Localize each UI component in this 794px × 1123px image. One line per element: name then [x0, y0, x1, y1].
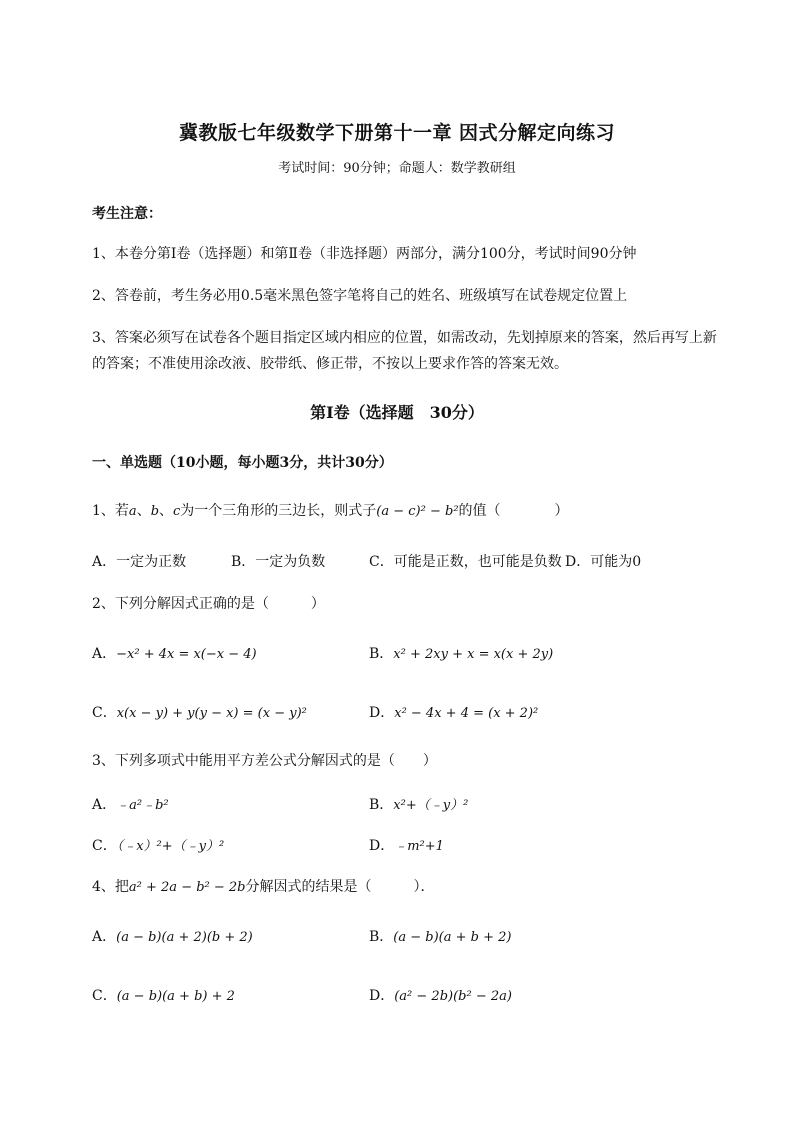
- option-text: ﹣a²﹣b²: [116, 798, 169, 813]
- option-text: (a² − 2b)(b² − 2a): [394, 989, 512, 1004]
- option-label: D．: [369, 988, 395, 1004]
- option-label: C．: [369, 554, 394, 570]
- q1-var-b: b: [150, 504, 160, 519]
- option-label: B．: [369, 929, 394, 945]
- option-text: x² − 4x + 4 = (x + 2)²: [394, 706, 539, 721]
- q2-option-d: [369, 702, 538, 722]
- q1-mid: 为一个三角形的三边长，则式子: [180, 503, 377, 519]
- q1-sep-2: 、: [159, 503, 174, 519]
- option-text: x²+（﹣y）²: [393, 798, 469, 813]
- question-4-stem: [92, 876, 435, 896]
- option-text: ﹣m²+1: [394, 839, 444, 854]
- q2-option-a: [92, 643, 257, 663]
- q4-option-c: [92, 985, 235, 1005]
- q1-option-b: [231, 551, 325, 571]
- q1-prefix: 1、若: [92, 503, 129, 519]
- option-label: B．: [369, 797, 394, 813]
- exam-info: 考试时间：90分钟；命题人：数学教研组: [278, 161, 516, 176]
- q3-option-d: [369, 835, 444, 855]
- option-text: x(x − y) + y(y − x) = (x − y)²: [116, 706, 307, 721]
- q4-suffix: 分解因式的结果是（ ）．: [245, 879, 435, 895]
- option-text: (a − b)(a + b + 2): [393, 930, 512, 945]
- option-text: x² + 2xy + x = x(x + 2y): [393, 647, 554, 662]
- question-3-stem: 3、下列多项式中能用平方差公式分解因式的是（ ）: [92, 753, 437, 769]
- option-label: D．: [369, 838, 395, 854]
- q1-sep-1: 、: [136, 503, 151, 519]
- option-label: D．: [565, 554, 591, 570]
- q1-suffix: 的值（: [458, 503, 501, 519]
- option-text: (a − b)(a + 2)(b + 2): [116, 930, 253, 945]
- option-text: （﹣x）²+（﹣y）²: [116, 839, 225, 854]
- q4-expression: a² + 2a − b² − 2b: [128, 880, 246, 895]
- q4-option-b: [369, 926, 511, 946]
- q4-prefix: 4、把: [92, 879, 129, 895]
- option-label: C．: [92, 705, 117, 721]
- q2-option-b: [369, 643, 553, 663]
- notice-item-2: 2、答卷前，考生务必用0.5毫米黑色签字笔将自己的姓名、班级填写在试卷规定位置上: [92, 288, 628, 304]
- part-title: 第I卷（选择题 30分）: [310, 403, 484, 422]
- option-label: C．: [92, 988, 117, 1004]
- q1-option-a: [92, 551, 186, 571]
- q3-option-c: [92, 835, 224, 855]
- option-label: A．: [92, 929, 117, 945]
- option-text: 一定为正数: [116, 554, 187, 570]
- page-title: 冀教版七年级数学下册第十一章 因式分解定向练习: [178, 122, 616, 144]
- q1-var-c: c: [173, 504, 181, 519]
- option-label: D．: [369, 705, 395, 721]
- notice-item-3-cont: 的答案；不准使用涂改液、胶带纸、修正带，不按以上要求作答的答案无效。: [92, 356, 568, 372]
- option-label: A．: [92, 554, 117, 570]
- option-text: (a − b)(a + b) + 2: [116, 989, 235, 1004]
- option-label: B．: [369, 646, 394, 662]
- q4-option-a: [92, 926, 253, 946]
- q1-close: ）: [554, 503, 569, 519]
- section-heading: 一、单选题（10小题，每小题3分，共计30分）: [92, 455, 393, 471]
- notice-item-3: 3、答案必须写在试卷各个题目指定区域内相应的位置，如需改动，先划掉原来的答案，然后再写上新: [92, 330, 717, 346]
- option-text: −x² + 4x = x(−x − 4): [116, 647, 257, 662]
- q3-option-b: [369, 794, 468, 814]
- notice-item-1: 1、本卷分第I卷（选择题）和第Ⅱ卷（非选择题）两部分，满分100分，考试时间90分钟: [92, 246, 637, 262]
- question-1-stem: [92, 500, 569, 520]
- option-text: 一定为负数: [255, 554, 326, 570]
- option-label: C．: [92, 838, 117, 854]
- q2-option-c: [92, 702, 307, 722]
- q1-option-d: [565, 551, 641, 571]
- q1-var-a: a: [128, 504, 137, 519]
- option-text: 可能为0: [590, 554, 642, 570]
- q1-expression: (a − c)² − b²: [376, 504, 459, 519]
- notice-heading: 考生注意：: [92, 206, 162, 222]
- option-label: A．: [92, 797, 117, 813]
- option-label: B．: [231, 554, 256, 570]
- q4-option-d: [369, 985, 512, 1005]
- q1-option-c: [369, 551, 562, 571]
- q3-option-a: [92, 794, 169, 814]
- option-text: 可能是正数，也可能是负数: [393, 554, 562, 570]
- question-2-stem: 2、下列分解因式正确的是（ ）: [92, 596, 325, 612]
- option-label: A．: [92, 646, 117, 662]
